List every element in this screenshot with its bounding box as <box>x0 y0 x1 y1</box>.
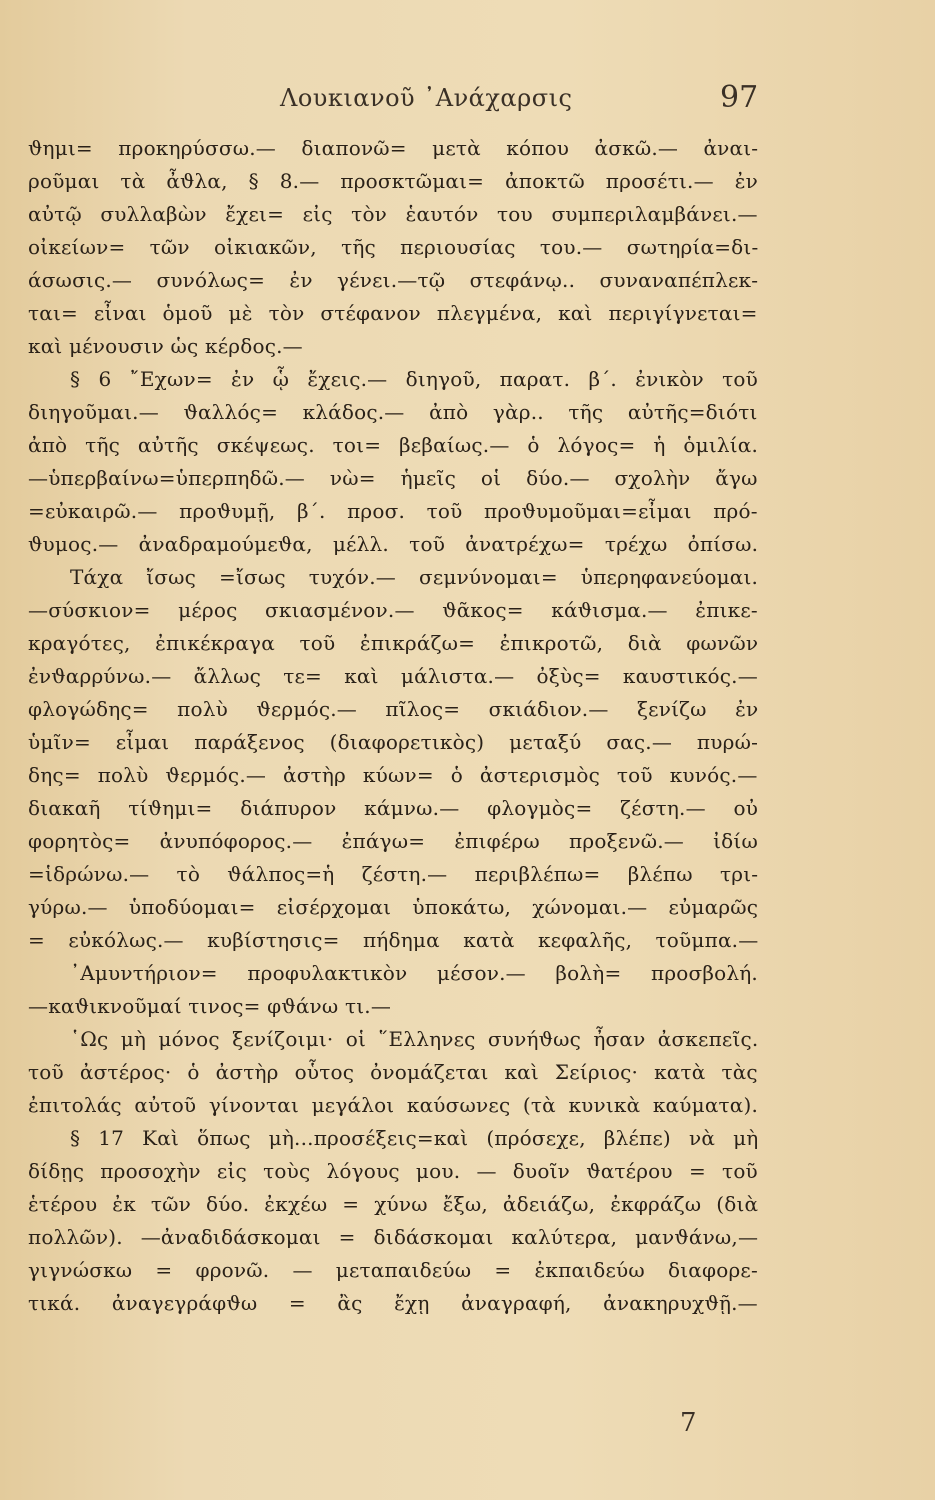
text-line: ροῦμαι τὰ ἆϑλα, § 8.— προσκτῶμαι= ἀποκτῶ προσέτι.— ἐν <box>28 169 759 193</box>
text-line: ἐνϑαρρύνω.— ἄλλως τε= καὶ μάλιστα.— ὀξὺς= καυστικός.— <box>28 664 758 688</box>
text-line: § 17 Καὶ ὅπως μὴ...προσέξεις=καὶ (πρόσεχε, βλέπε) νὰ μὴ <box>70 1126 759 1150</box>
text-line: αὐτῷ συλλαβὼν ἔχει= εἰς τὸν ἑαυτόν του συμπεριλαμβάνει.— <box>28 202 758 226</box>
text-line: ὑμῖν= εἶμαι παράξενος (διαφορετικὸς) μεταξύ σας.— πυρώ- <box>28 730 759 754</box>
text-line: δης= πολὺ ϑερμός.— ἀστὴρ κύων= ὁ ἀστερισμὸς τοῦ κυνός.— <box>28 763 758 787</box>
text-line: ἑτέρου ἐκ τῶν δύο. ἐκχέω = χύνω ἔξω, ἀδειάζω, ἐκφράζω (διὰ <box>28 1192 759 1216</box>
text-line: γιγνώσκω = φρονῶ. — μεταπαιδεύω = ἐκπαιδεύω διαφορε- <box>28 1258 758 1282</box>
running-title: Λουκιανοῦ ᾿Ανάχαρσις <box>280 84 573 112</box>
text-line: = εὐκόλως.— κυβίστησις= πήδημα κατὰ κεφαλῆς, τοῦμπα.— <box>28 928 759 952</box>
text-line: ϑυμος.— ἀναδραμούμεϑα, μέλλ. τοῦ ἀνατρέχω= τρέχω ὀπίσω. <box>28 532 759 556</box>
text-line: ᾿Αμυντήριον= προφυλακτικὸν μέσον.— βολὴ= προσβολή. <box>70 961 758 985</box>
text-line: § 6 ῎Εχων= ἐν ᾧ ἔχεις.— διηγοῦ, παρατ. β΄. ἐνικὸν τοῦ <box>70 367 758 391</box>
text-line: —σύσκιον= μέρος σκιασμένον.— ϑᾶκος= κάϑισμα.— ἐπικε- <box>28 598 758 622</box>
text-line: φορητὸς= ἀνυπόφορος.— ἐπάγω= ἐπιφέρω προξενῶ.— ἰδίω <box>28 829 758 853</box>
text-line: διακαῆ τίϑημι= διάπυρον κάμνω.— φλογμὸς= ζέστη.— οὐ <box>28 796 759 820</box>
text-line: φλογώδης= πολὺ ϑερμός.— πῖλος= σκιάδιον.— ξενίζω ἐν <box>28 697 759 721</box>
signature-mark: 7 <box>680 1408 697 1438</box>
text-line: δίδῃς προσοχὴν εἰς τοὺς λόγους μου. — δυοῖν ϑατέρου = τοῦ <box>28 1159 758 1183</box>
text-line: ϑημι= προκηρύσσω.— διαπονῶ= μετὰ κόπου ἀσκῶ.— ἀναι- <box>28 136 759 160</box>
text-line: ἐπιτολάς αὐτοῦ γίνονται μεγάλοι καύσωνες (τὰ κυνικὰ καύματα). <box>28 1093 759 1117</box>
page-header <box>0 80 935 120</box>
page-number: 97 <box>720 80 759 115</box>
text-line: καὶ μένουσιν ὡς κέρδος.— <box>28 334 303 358</box>
text-line: ται= εἶναι ὁμοῦ μὲ τὸν στέφανον πλεγμένα, καὶ περιγίγνεται= <box>28 301 758 325</box>
text-line: πολλῶν). —ἀναδιδάσκομαι = διδάσκομαι καλύτερα, μανϑάνω,— <box>28 1225 759 1249</box>
text-line: διηγοῦμαι.— ϑαλλός= κλάδος.— ἀπὸ γὰρ.. τῆς αὐτῆς=διότι <box>28 400 758 424</box>
text-line: κραγότες, ἐπικέκραγα τοῦ ἐπικράζω= ἐπικροτῶ, διὰ φωνῶν <box>28 631 759 655</box>
text-line: —ὑπερβαίνω=ὑπερπηδῶ.— νὼ= ἡμεῖς οἱ δύο.— σχολὴν ἄγω <box>28 466 758 490</box>
text-line: =εὐκαιρῶ.— προϑυμῇ, β΄. προσ. τοῦ προϑυμοῦμαι=εἶμαι πρό- <box>28 499 758 523</box>
text-line: γύρω.— ὑποδύομαι= εἰσέρχομαι ὑποκάτω, χώνομαι.— εὐμαρῶς <box>28 895 759 919</box>
text-line: τοῦ ἀστέρος· ὁ ἀστὴρ οὗτος ὀνομάζεται καὶ Σείριος· κατὰ τὰς <box>28 1060 758 1084</box>
text-line: ἀπὸ τῆς αὐτῆς σκέψεως. τοι= βεβαίως.— ὁ λόγος= ἡ ὁμιλία. <box>28 433 759 457</box>
text-line: οἰκείων= τῶν οἰκιακῶν, τῆς περιουσίας του.— σωτηρία=δι- <box>28 235 759 259</box>
text-line: Τάχα ἴσως =ἴσως τυχόν.— σεμνύνομαι= ὑπερηφανεύομαι. <box>70 565 759 589</box>
text-line: =ἱδρώνω.— τὸ ϑάλπος=ἡ ζέστη.— περιβλέπω= βλέπω τρι- <box>28 862 759 886</box>
text-line: ῾Ως μὴ μόνος ξενίζοιμι· οἱ ῞Ελληνες συνήϑως ἦσαν ἀσκεπεῖς. <box>70 1027 759 1051</box>
text-line: άσωσις.— συνόλως= ἐν γένει.—τῷ στεφάνῳ.. συναναπέπλεκ- <box>28 268 759 292</box>
text-line: τικά. ἀναγεγράφϑω = ἂς ἔχῃ ἀναγραφή, ἀνακηρυχϑῇ.— <box>28 1291 758 1315</box>
text-line: —καϑικνοῦμαί τινος= φϑάνω τι.— <box>28 994 392 1018</box>
